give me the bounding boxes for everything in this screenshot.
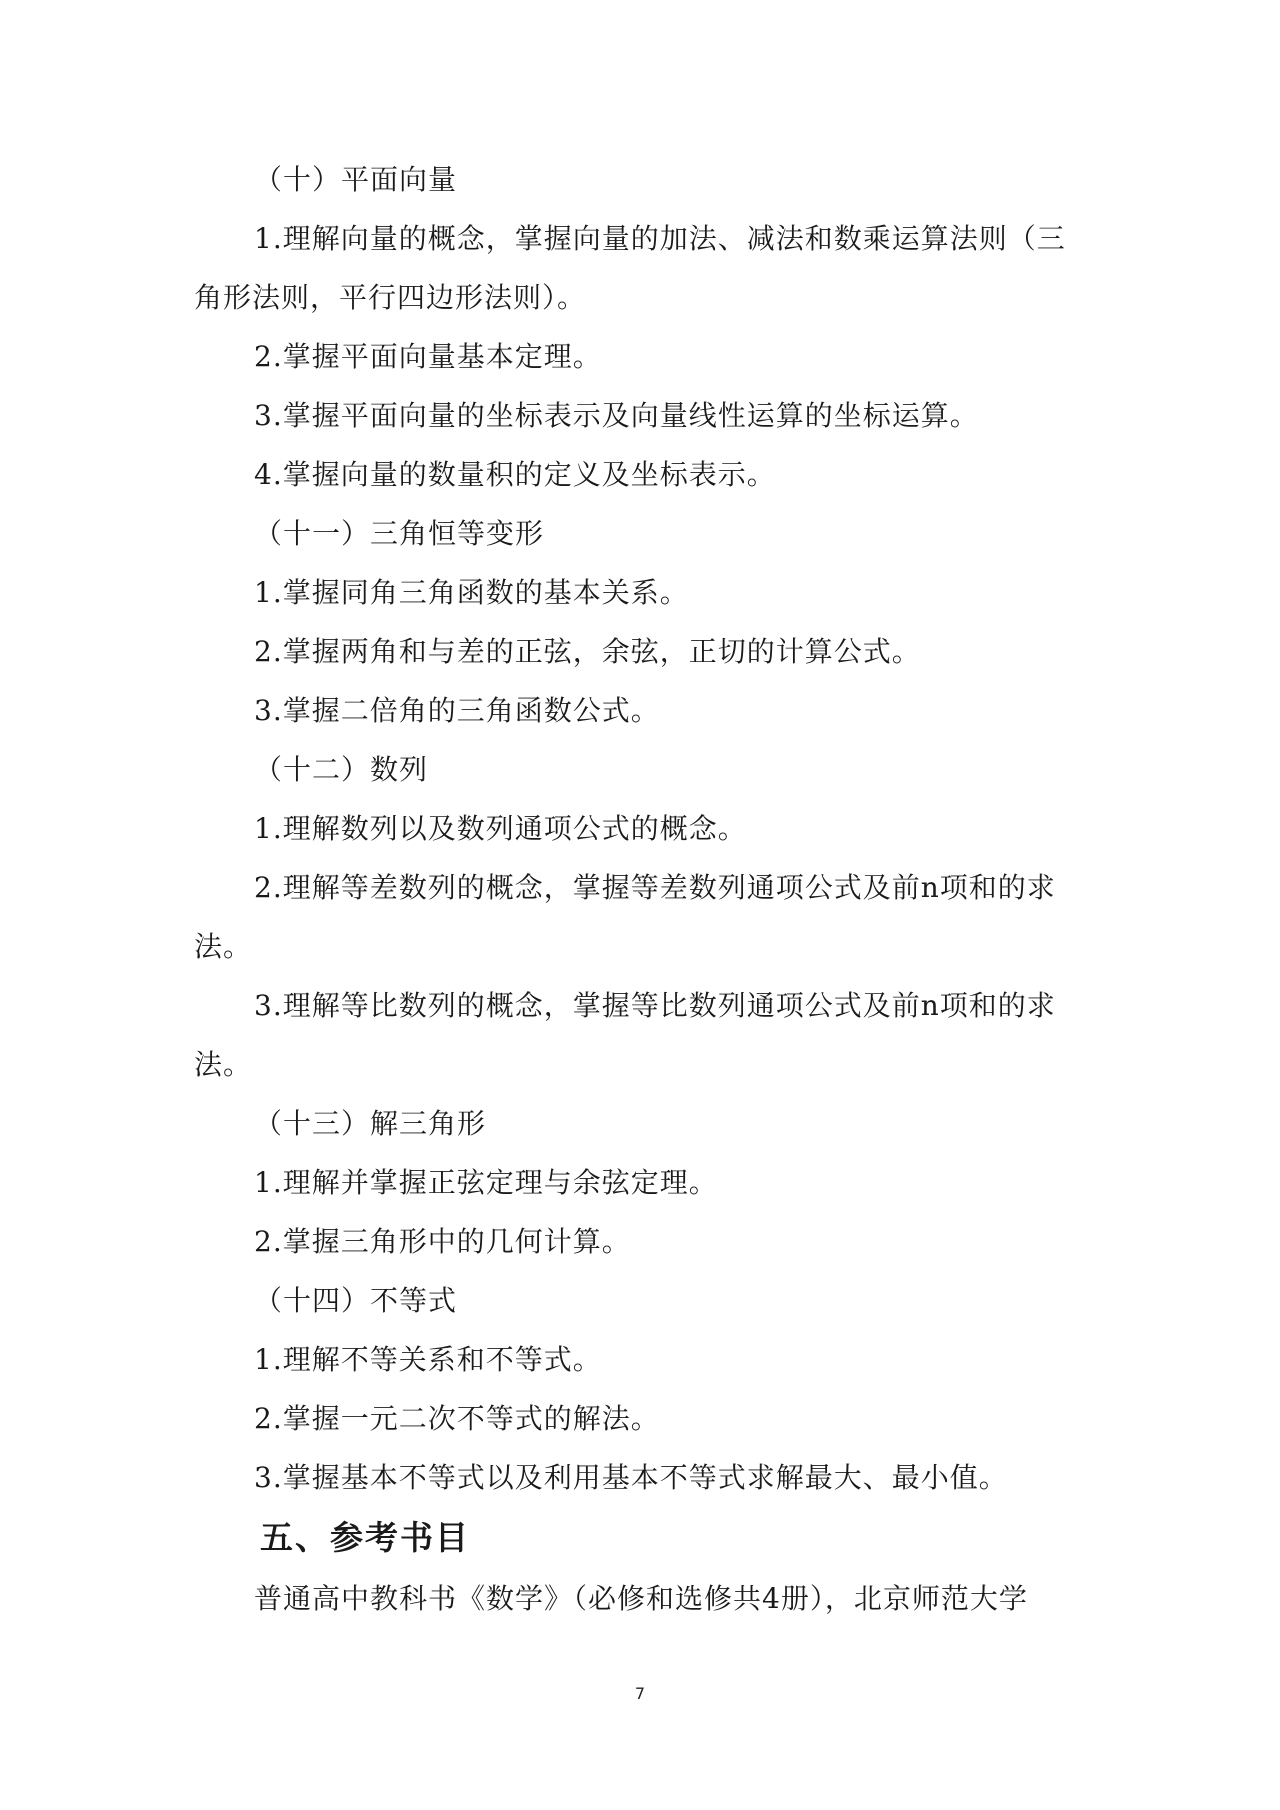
page-number: 7 bbox=[634, 1684, 646, 1703]
list-item-line: 1.理解不等关系和不等式。 bbox=[254, 1343, 602, 1376]
list-item-line: 1.理解数列以及数列通项公式的概念。 bbox=[254, 812, 747, 845]
list-item-line: 2.掌握一元二次不等式的解法。 bbox=[254, 1402, 660, 1435]
list-item-continuation: 法。 bbox=[194, 1048, 253, 1081]
list-item-line: 2.掌握三角形中的几何计算。 bbox=[254, 1225, 631, 1258]
list-item-line: 3.掌握基本不等式以及利用基本不等式求解最大、最小值。 bbox=[254, 1461, 1008, 1494]
list-item-line: 1.理解并掌握正弦定理与余弦定理。 bbox=[254, 1166, 718, 1199]
list-item-continuation: 法。 bbox=[194, 930, 253, 963]
subsection-heading: （十）平面向量 bbox=[254, 163, 458, 196]
section-heading: 五、参考书目 bbox=[260, 1518, 470, 1557]
list-item-line: 4.掌握向量的数量积的定义及坐标表示。 bbox=[254, 458, 776, 491]
list-item-line: 1.理解向量的概念，掌握向量的加法、减法和数乘运算法则（三 bbox=[254, 222, 1066, 255]
subsection-heading: （十一）三角恒等变形 bbox=[254, 517, 545, 550]
list-item-continuation: 角形法则，平行四边形法则）。 bbox=[194, 281, 587, 314]
subsection-heading: （十四）不等式 bbox=[254, 1284, 458, 1317]
document-body bbox=[194, 150, 1094, 1628]
subsection-heading: （十三）解三角形 bbox=[254, 1107, 487, 1140]
reference-text: 普通高中教科书《数学》（必修和选修共4册），北京师范大学 bbox=[254, 1582, 1028, 1615]
list-item-line: 3.掌握平面向量的坐标表示及向量线性运算的坐标运算。 bbox=[254, 399, 979, 432]
subsection-heading: （十二）数列 bbox=[254, 753, 429, 786]
list-item-line: 3.理解等比数列的概念，掌握等比数列通项公式及前n项和的求 bbox=[254, 989, 1056, 1022]
list-item-line: 1.掌握同角三角函数的基本关系。 bbox=[254, 576, 689, 609]
list-item-line: 3.掌握二倍角的三角函数公式。 bbox=[254, 694, 660, 727]
list-item-line: 2.理解等差数列的概念，掌握等差数列通项公式及前n项和的求 bbox=[254, 871, 1056, 904]
list-item-line: 2.掌握两角和与差的正弦，余弦，正切的计算公式。 bbox=[254, 635, 921, 668]
list-item-line: 2.掌握平面向量基本定理。 bbox=[254, 340, 602, 373]
